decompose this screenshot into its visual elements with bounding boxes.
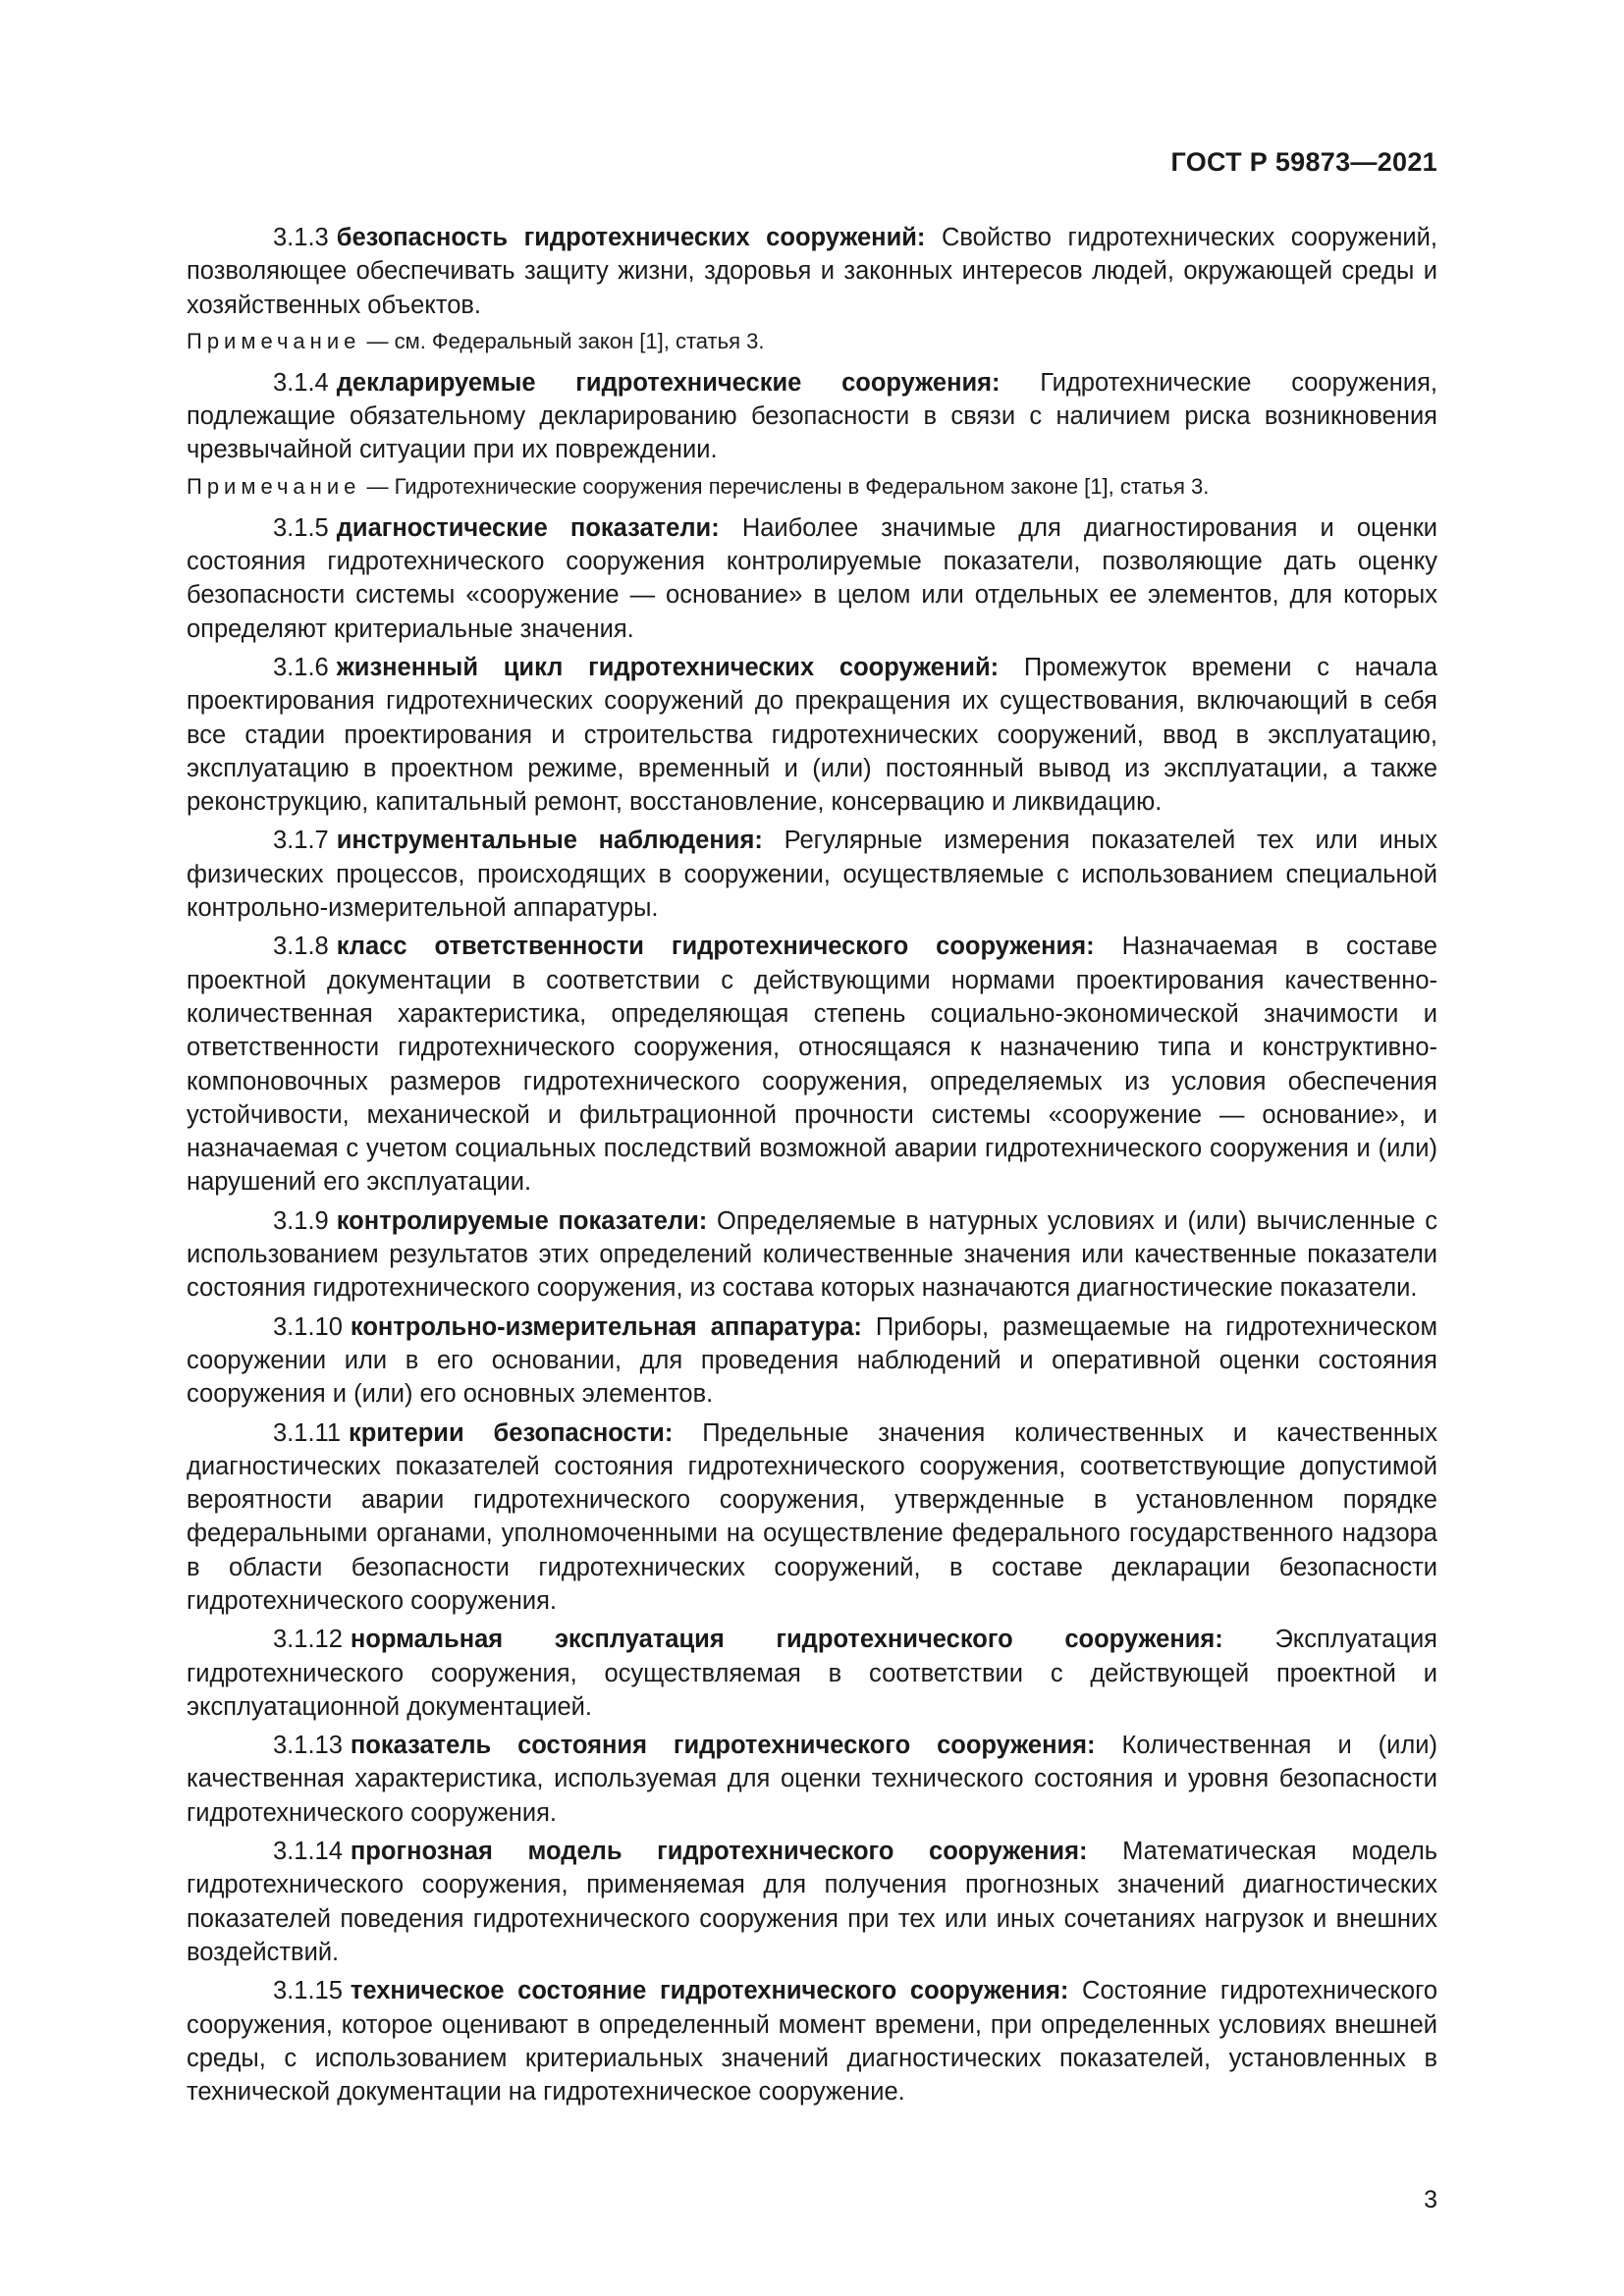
term-name: прогнозная модель гидротехнического сооружения: <box>350 1838 1088 1866</box>
term-name: жизненный цикл гидротехнических сооружений: <box>336 653 1000 681</box>
term-definition: Предельные значения количественных и качественных диагностических показателей состояния гидротехнического сооружения, соответствующие допустимой вероятности аварии гидротехнического сооружения, утвержденные в установленном порядке федеральными органами, уполномоченными на осуществление федерального государственного надзора в области безопасности гидротехнических сооружений, в составе декларации безопасности гидротехнического сооружения. <box>187 1418 1437 1615</box>
term-definition: Эксплуатация гидротехнического сооружения, осуществляемая в соответствии с действующей проектной и эксплуатационной документацией. <box>187 1626 1437 1721</box>
term-name: показатель состояния гидротехнического сооружения: <box>350 1732 1096 1760</box>
term-number: 3.1.6 <box>273 653 329 681</box>
note-text: — Гидротехнические сооружения перечислены в Федеральном законе [1], статья 3. <box>360 473 1210 499</box>
term-number: 3.1.12 <box>273 1626 343 1654</box>
term-entry <box>187 1416 1437 1619</box>
term-definition: Гидротехнические сооружения, подлежащие обязательному декларированию безопасности в связи с наличием риска возникновения чрезвычайной ситуации при их повреждении. <box>187 368 1437 464</box>
term-name: контролируемые показатели: <box>336 1206 708 1235</box>
term-name: техническое состояние гидротехнического сооружения: <box>350 1977 1069 2005</box>
term-number: 3.1.3 <box>273 224 329 251</box>
term-name: диагностические показатели: <box>336 513 720 542</box>
term-number: 3.1.5 <box>273 513 329 542</box>
term-definition: Свойство гидротехнических сооружений, позволяющее обеспечивать защиту жизни, здоровья и законных интересов людей, окружающей среды и хозяйственных объектов. <box>187 224 1438 319</box>
term-name: класс ответственности гидротехнического сооружения: <box>336 933 1095 961</box>
term-name: декларируемые гидротехнические сооружения: <box>336 368 1001 397</box>
term-entry <box>187 1623 1437 1724</box>
term-entry <box>187 366 1437 467</box>
term-name: инструментальные наблюдения: <box>336 827 763 855</box>
terms-section <box>187 221 1437 2113</box>
term-number: 3.1.13 <box>273 1732 343 1760</box>
term-entry <box>187 1310 1437 1412</box>
term-number: 3.1.11 <box>273 1418 342 1447</box>
term-number: 3.1.10 <box>273 1312 343 1341</box>
term-number: 3.1.14 <box>273 1838 343 1866</box>
term-number: 3.1.7 <box>273 827 329 855</box>
term-number: 3.1.4 <box>273 368 329 397</box>
term-definition: Математическая модель гидротехнического сооружения, применяемая для получения прогнозных значений диагностических показателей поведения гидротехнического сооружения при тех или иных сочетаниях нагрузок и внешних воздействий. <box>187 1838 1437 1966</box>
term-entry <box>187 930 1437 1199</box>
term-entry <box>187 651 1437 819</box>
term-number: 3.1.9 <box>273 1206 329 1235</box>
term-definition: Количественная и (или) качественная характеристика, используемая для оценки технического состояния и уровня безопасности гидротехнического сооружения. <box>187 1732 1437 1827</box>
document-id: ГОСТ Р 59873—2021 <box>1170 147 1437 177</box>
term-entry <box>187 221 1437 322</box>
term-entry <box>187 824 1437 925</box>
term-definition: Назначаемая в составе проектной документации в соответствии с действующими нормами проектирования качественно-количественная характеристика, определяющая степень социально-экономической значимости и ответственности гидротехнического сооружения, относящаяся к назначению типа и конструктивно-компоновочных размеров гидротехнического сооружения, определяемых из условия обеспечения устойчивости, механической и фильтрационной прочности системы «сооружение — основание», и назначаемая с учетом социальных последствий возможной аварии гидротехнического сооружения и (или) нарушений его эксплуатации. <box>187 933 1437 1197</box>
term-entry <box>187 1729 1437 1830</box>
page-number: 3 <box>1424 2186 1437 2214</box>
term-definition: Регулярные измерения показателей тех или иных физических процессов, происходящих в сооружении, осуществляемые с использованием специальной контрольно-измерительной аппаратуры. <box>187 827 1438 923</box>
term-entry <box>187 1204 1437 1306</box>
term-name: безопасность гидротехнических сооружений: <box>336 224 926 251</box>
term-definition: Приборы, размещаемые на гидротехническом сооружении или в его основании, для проведения наблюдений и оперативной оценки состояния сооружения и (или) его основных элементов. <box>187 1312 1437 1409</box>
term-note <box>187 327 1437 356</box>
term-definition: Состояние гидротехнического сооружения, которое оценивают в определенный момент времени, при определенных условиях внешней среды, с использованием критериальных значений диагностических показателей, установленных в технической документации на гидротехническое сооружение. <box>187 1977 1438 2107</box>
term-definition: Наиболее значимые для диагностирования и оценки состояния гидротехнического сооружения контролируемые показатели, позволяющие дать оценку безопасности системы «сооружение — основание» в целом или отдельных ее элементов, для которых определяют критериальные значения. <box>187 513 1437 643</box>
term-note <box>187 472 1437 502</box>
term-name: критерии безопасности: <box>349 1418 674 1447</box>
term-entry <box>187 511 1437 646</box>
term-number: 3.1.8 <box>273 933 329 961</box>
term-entry <box>187 1974 1437 2109</box>
term-name: нормальная эксплуатация гидротехнического сооружения: <box>350 1626 1223 1654</box>
note-label: Примечание <box>187 473 361 499</box>
term-entry <box>187 1835 1437 1969</box>
note-label: Примечание <box>187 328 361 353</box>
term-definition: Промежуток времени с начала проектирования гидротехнических сооружений до прекращения их существования, включающий в себя все стадии проектирования и строительства гидротехнических сооружений, ввод в эксплуатацию, эксплуатацию в проектном режиме, временный и (или) постоянный вывод из эксплуатации, а также реконструкцию, капитальный ремонт, восстановление, консервацию и ликвидацию. <box>187 653 1437 817</box>
term-number: 3.1.15 <box>273 1977 343 2005</box>
term-name: контрольно-измерительная аппаратура: <box>350 1312 862 1341</box>
term-definition: Определяемые в натурных условиях и (или) вычисленные с использованием результатов этих определений количественные значения или качественные показатели состояния гидротехнического сооружения, из состава которых назначаются диагностические показатели. <box>187 1206 1437 1303</box>
note-text: — см. Федеральный закон [1], статья 3. <box>360 328 765 353</box>
